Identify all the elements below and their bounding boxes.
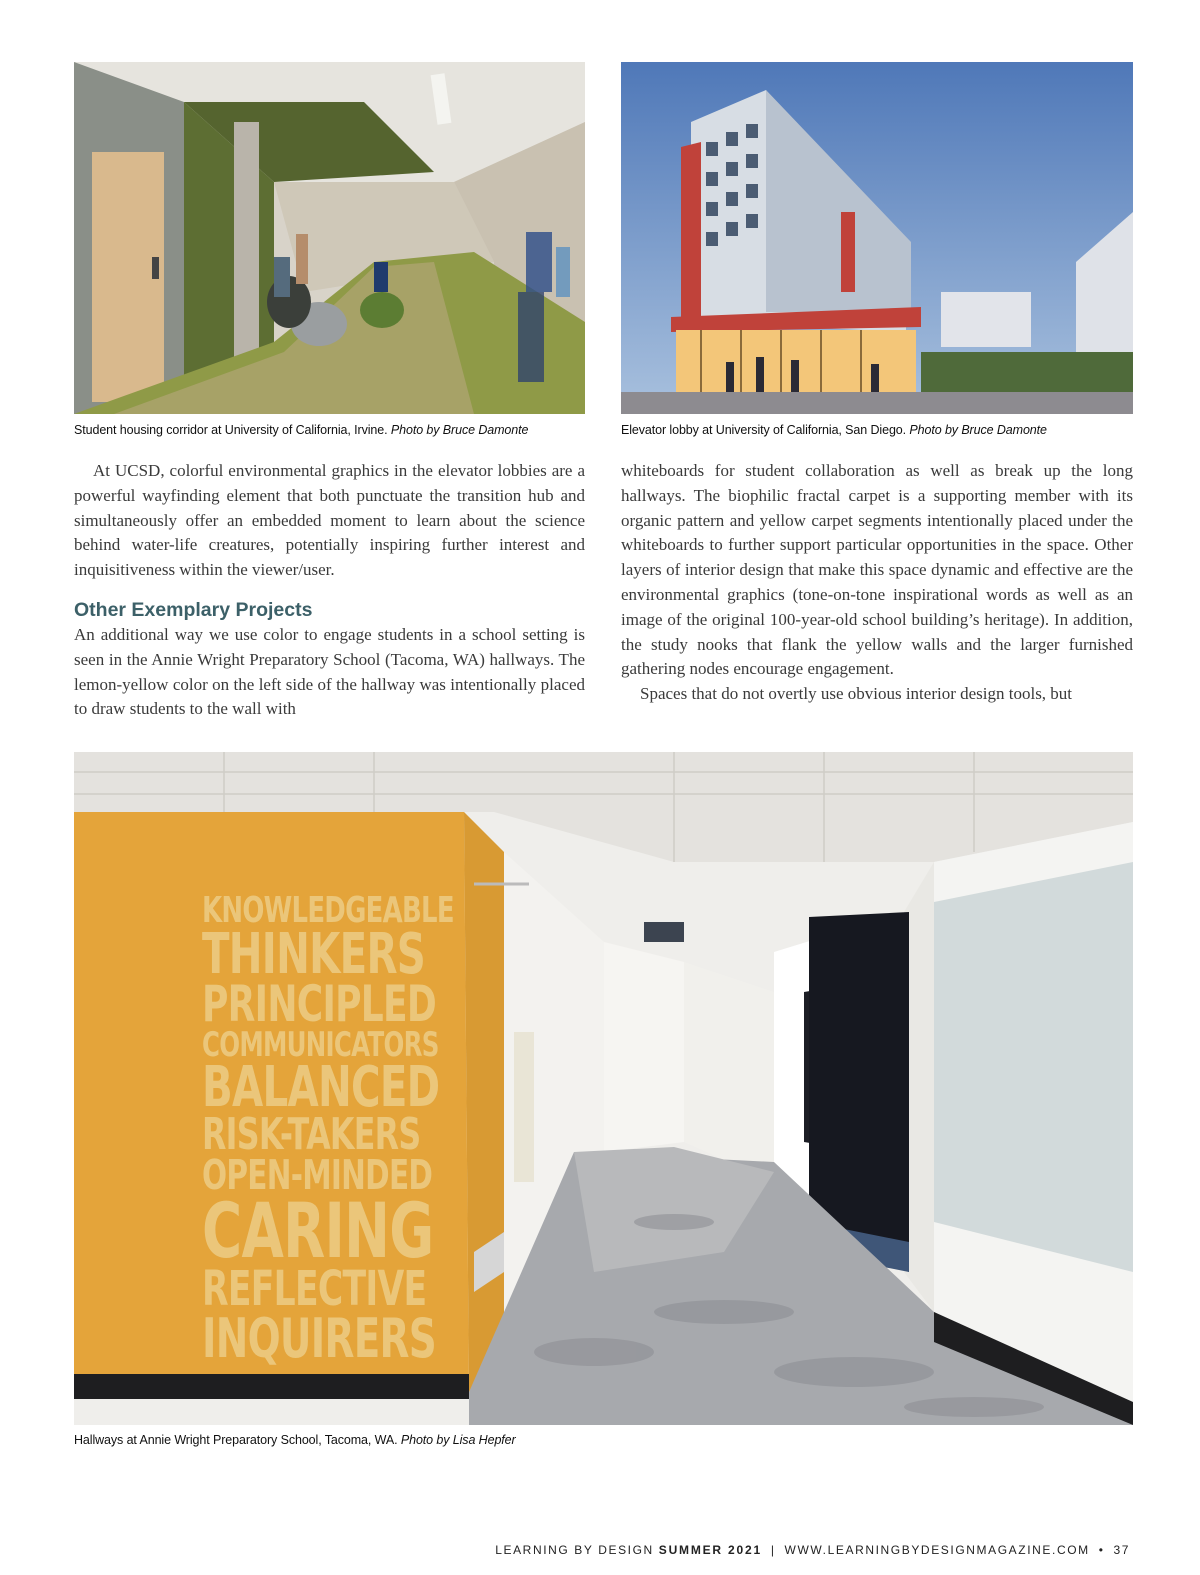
- caption-annie-wright: [74, 1433, 516, 1447]
- photo-annie-wright-hallway: [74, 752, 1133, 1425]
- wall-word: KNOWLEDGEABLE: [202, 890, 454, 931]
- section-heading: Other Exemplary Projects: [74, 598, 313, 621]
- page-footer: [495, 1543, 1130, 1557]
- body-paragraph: At UCSD, colorful environmental graphics in the elevator lobbies are a powerful wayfinding element that both punctuate the transition hub and simultaneously offer an embedded moment to learn about the science behind water-life creatures, potentially inspiring further interest and inquisitiveness within the viewer/user.: [74, 461, 585, 580]
- article-column-left: [74, 459, 585, 722]
- caption-ucsd: [621, 423, 1047, 437]
- footer-separator: |: [770, 1543, 776, 1557]
- wall-word: COMMUNICATORS: [202, 1024, 439, 1065]
- body-paragraph: Spaces that do not overtly use obvious interior design tools, but: [640, 684, 1073, 704]
- page-number: 37: [1113, 1543, 1130, 1557]
- wall-word: THINKERS: [202, 922, 426, 988]
- publication-name: LEARNING BY DESIGN: [495, 1543, 654, 1557]
- wall-word: REFLECTIVE: [202, 1261, 427, 1318]
- photo-uci-corridor: [74, 62, 585, 414]
- body-paragraph: An additional way we use color to engage students in a school setting is seen in the Annie Wright Preparatory School (Tacoma, WA) hallways. The lemon-yellow color on the left side of the hallway was intentionally placed to draw students to the wall with: [74, 624, 585, 719]
- wall-word: CARING: [202, 1186, 434, 1276]
- body-paragraph: whiteboards for student collaboration as well as break up the long hallways. The biophilic fractal carpet is a supporting member with its organic pattern and yellow carpet segments intentionally placed under the whiteboards to further support particular opportunities in the space. Other layers of interior design that make this space dynamic and effective are the environmental graphics (tone-on-tone inspirational words as well as an image of the original 100-year-old school building’s heritage). In addition, the study nooks that flank the yellow walls and the larger furnished gathering nodes encourage engagement.: [621, 461, 1133, 679]
- wall-graphic-words: [202, 890, 454, 1370]
- caption-text: Student housing corridor at University of California, Irvine.: [74, 423, 388, 437]
- wall-word: RISK-TAKERS: [202, 1109, 421, 1161]
- caption-text: Elevator lobby at University of California, San Diego.: [621, 423, 907, 437]
- photo-ucsd-building: [621, 62, 1133, 414]
- footer-bullet: •: [1098, 1543, 1105, 1557]
- caption-uci: [74, 423, 528, 437]
- wall-word: INQUIRERS: [202, 1306, 437, 1370]
- issue-label: SUMMER 2021: [658, 1543, 762, 1557]
- caption-text: Hallways at Annie Wright Preparatory School, Tacoma, WA.: [74, 1433, 398, 1447]
- photo-credit: Photo by Bruce Damonte: [390, 423, 529, 437]
- article-column-right: [621, 459, 1133, 707]
- wall-word: PRINCIPLED: [202, 975, 437, 1034]
- wall-word: OPEN-MINDED: [202, 1151, 433, 1200]
- photo-credit: Photo by Lisa Hepfer: [400, 1433, 516, 1447]
- wall-word: BALANCED: [202, 1055, 440, 1121]
- photo-credit: Photo by Bruce Damonte: [909, 423, 1047, 437]
- website-link[interactable]: WWW.LEARNINGBYDESIGNMAGAZINE.COM: [784, 1543, 1090, 1557]
